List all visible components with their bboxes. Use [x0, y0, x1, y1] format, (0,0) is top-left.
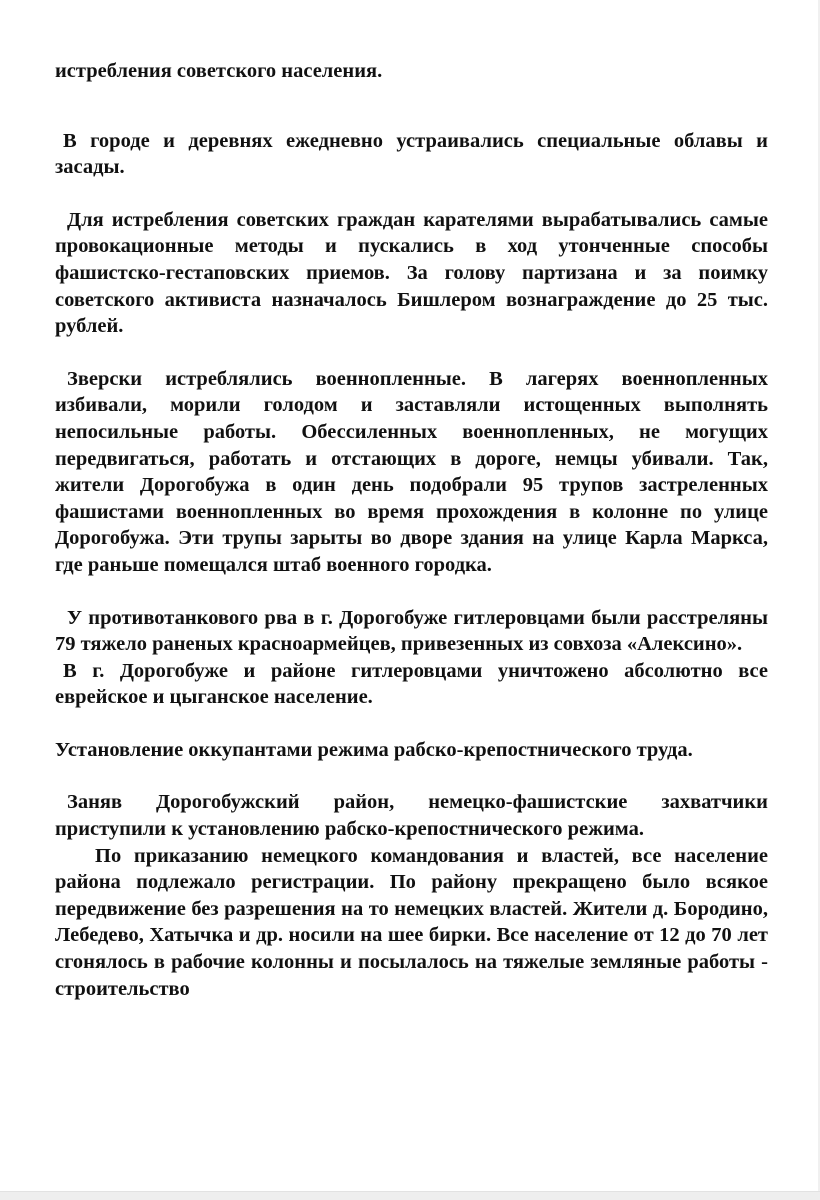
- paragraph-prisoners: Зверски истреблялись военнопленные. В лагерях военнопленных избивали, морили голодом и заставляли истощенных выполнять непосильные работы. Обессиленных военнопленных, не могущих передвигаться, работать и отстающих в дороге, немцы убивали. Так, жители Дорогобужа в один день подобрали 95 трупов застреленных фашистами военнопленных во время прохождения в колонне по улице Дорогобужа. Эти трупы зарыты во дворе здания на улице Карла Маркса, где раньше помещался штаб военного городка.: [55, 367, 768, 576]
- paragraph-raids: В городе и деревнях ежедневно устраивались специальные облавы и засады.: [55, 129, 768, 179]
- paragraph-registration: По приказанию немецкого командования и властей, все население района подлежало регистрации. По району прекращено было всякое передвижение без разрешения на то немецких властей. Жители д. Бородино, Лебедево, Хатычка и др. носили на шее бирки. Все население от 12 до 70 лет сгонялось в рабочие колонны и посылалось на тяжелые земляные работы - строительство: [55, 844, 768, 1000]
- paragraph-continuation: истребления советского населения.: [55, 60, 383, 82]
- paragraph-provocations: Для истребления советских граждан карателями вырабатывались самые провокационные методы и пускались в ход утонченные способы фашистско-гестаповских приемов. За голову партизана и за поимку советского активиста назначалось Бишлером вознаграждение до 25 тыс. рублей.: [55, 208, 768, 338]
- paragraph-extermination: В г. Дорогобуже и районе гитлеровцами уничтожено абсолютно все еврейское и цыганское население.: [55, 659, 768, 709]
- section-heading: Установление оккупантами режима рабско-крепостнического труда.: [55, 738, 693, 761]
- page-bottom-strip: [0, 1191, 820, 1200]
- paragraph-occupation: Заняв Дорогобужский район, немецко-фашистские захватчики приступили к установлению рабско-крепостнического режима.: [55, 791, 768, 841]
- paragraph-antitank-ditch: У противотанкового рва в г. Дорогобуже гитлеровцами были расстреляны 79 тяжело раненых красноармейцев, привезенных из совхоза «Алексино».: [55, 606, 768, 656]
- document-text: [55, 58, 768, 1002]
